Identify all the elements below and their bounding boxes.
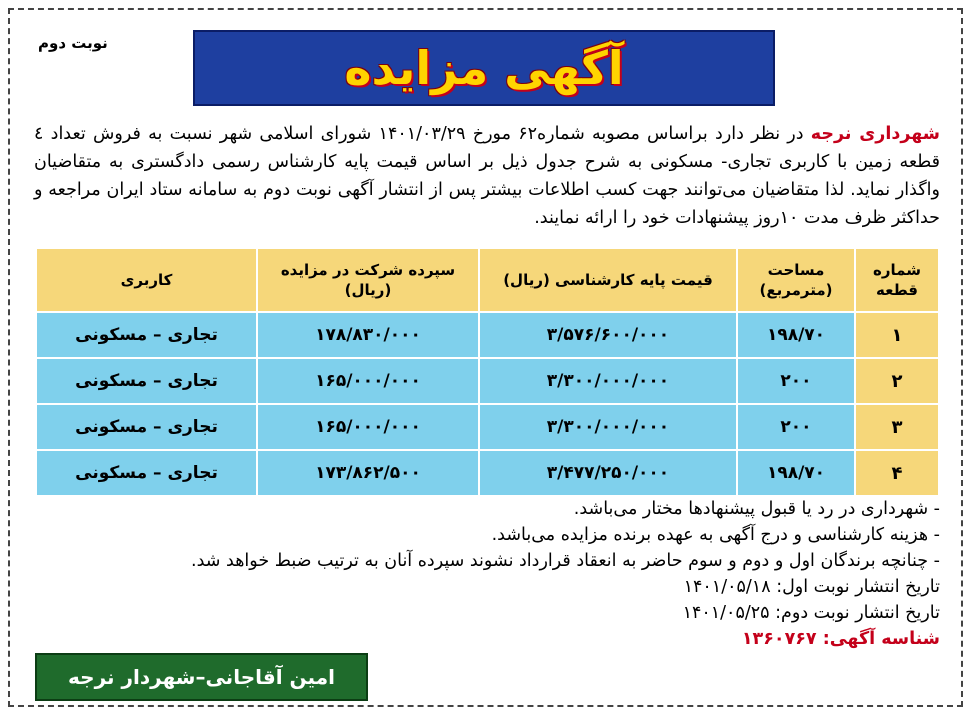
cell-area: ۲۰۰ — [737, 404, 855, 450]
header-plot-no: شماره قطعه — [855, 248, 939, 312]
cell-usage: تجاری – مسکونی — [36, 358, 257, 404]
header-usage: کاربری — [36, 248, 257, 312]
round-label: نوبت دوم — [38, 34, 108, 52]
cell-deposit: ۱۷۳/۸۶۲/۵۰۰ — [257, 450, 479, 496]
table-row — [36, 312, 939, 358]
second-date-label: تاریخ انتشار نوبت دوم: — [775, 603, 940, 623]
cell-deposit: ۱۷۸/۸۳۰/۰۰۰ — [257, 312, 479, 358]
table-row — [36, 404, 939, 450]
note-item: - چنانچه برندگان اول و دوم و سوم حاضر به انعقاد قرارداد نشوند سپرده آنان به ترتیب ضبط خواهد شد. — [191, 551, 940, 571]
intro-paragraph — [34, 120, 940, 232]
cell-deposit: ۱۶۵/۰۰۰/۰۰۰ — [257, 358, 479, 404]
first-publish-date — [34, 574, 940, 600]
ad-id — [34, 626, 940, 652]
cell-base-price: ۳/۵۷۶/۶۰۰/۰۰۰ — [479, 312, 737, 358]
organization-name: شهرداری نرجه — [810, 124, 940, 144]
ad-id-value: ۱۳۶۰۷۶۷ — [741, 629, 817, 649]
cell-usage: تجاری – مسکونی — [36, 312, 257, 358]
cell-plot-no: ۱ — [855, 312, 939, 358]
cell-area: ۲۰۰ — [737, 358, 855, 404]
cell-plot-no: ۲ — [855, 358, 939, 404]
second-publish-date — [34, 600, 940, 626]
cell-plot-no: ۳ — [855, 404, 939, 450]
cell-plot-no: ۴ — [855, 450, 939, 496]
second-date-value: ۱۴۰۱/۰۵/۲۵ — [682, 603, 770, 623]
cell-usage: تجاری – مسکونی — [36, 450, 257, 496]
notes-section — [34, 496, 940, 652]
header-area: مساحت (مترمربع) — [737, 248, 855, 312]
table-row — [36, 450, 939, 496]
cell-area: ۱۹۸/۷۰ — [737, 312, 855, 358]
table-row — [36, 358, 939, 404]
ad-title: آگهی مزایده — [344, 41, 624, 95]
cell-base-price: ۳/۳۰۰/۰۰۰/۰۰۰ — [479, 404, 737, 450]
plots-table — [35, 247, 940, 497]
cell-deposit: ۱۶۵/۰۰۰/۰۰۰ — [257, 404, 479, 450]
cell-base-price: ۳/۳۰۰/۰۰۰/۰۰۰ — [479, 358, 737, 404]
signature-box — [35, 653, 368, 701]
note-item: - هزینه کارشناسی و درج آگهی به عهده برنده مزایده می‌باشد. — [491, 525, 940, 545]
intro-text: در نظر دارد براساس مصوبه شماره۶۲ مورخ ۱۴۰۱/۰۳/۲۹ شورای اسلامی شهر نسبت به فروش تعداد ٤ قطعه زمین با کاربری تجاری- مسکونی به شرح جدول ذیل بر اساس قیمت پایه کارشناس رسمی دادگستری به متقاضیان واگذار نماید. لذا متقاضیان می‌توانند جهت کسب اطلاعات بیشتر پس از انتشار آگهی نوبت دوم به سامانه ستاد ایران مراجعه و حداکثر ظرف مدت ۱۰روز پیشنهادات خود را ارائه نمایند. — [34, 124, 940, 228]
title-banner — [193, 30, 775, 106]
signature: امین آقاجانی–شهردار نرجه — [68, 665, 335, 689]
header-deposit: سپرده شرکت در مزایده (ریال) — [257, 248, 479, 312]
cell-usage: تجاری – مسکونی — [36, 404, 257, 450]
first-date-label: تاریخ انتشار نوبت اول: — [776, 577, 940, 597]
header-base-price: قیمت پایه کارشناسی (ریال) — [479, 248, 737, 312]
table-header-row — [36, 248, 939, 312]
first-date-value: ۱۴۰۱/۰۵/۱۸ — [683, 577, 771, 597]
cell-base-price: ۳/۴۷۷/۲۵۰/۰۰۰ — [479, 450, 737, 496]
cell-area: ۱۹۸/۷۰ — [737, 450, 855, 496]
note-item: - شهرداری در رد یا قبول پیشنهادها مختار می‌باشد. — [573, 499, 940, 519]
ad-id-label: شناسه آگهی: — [822, 629, 940, 649]
